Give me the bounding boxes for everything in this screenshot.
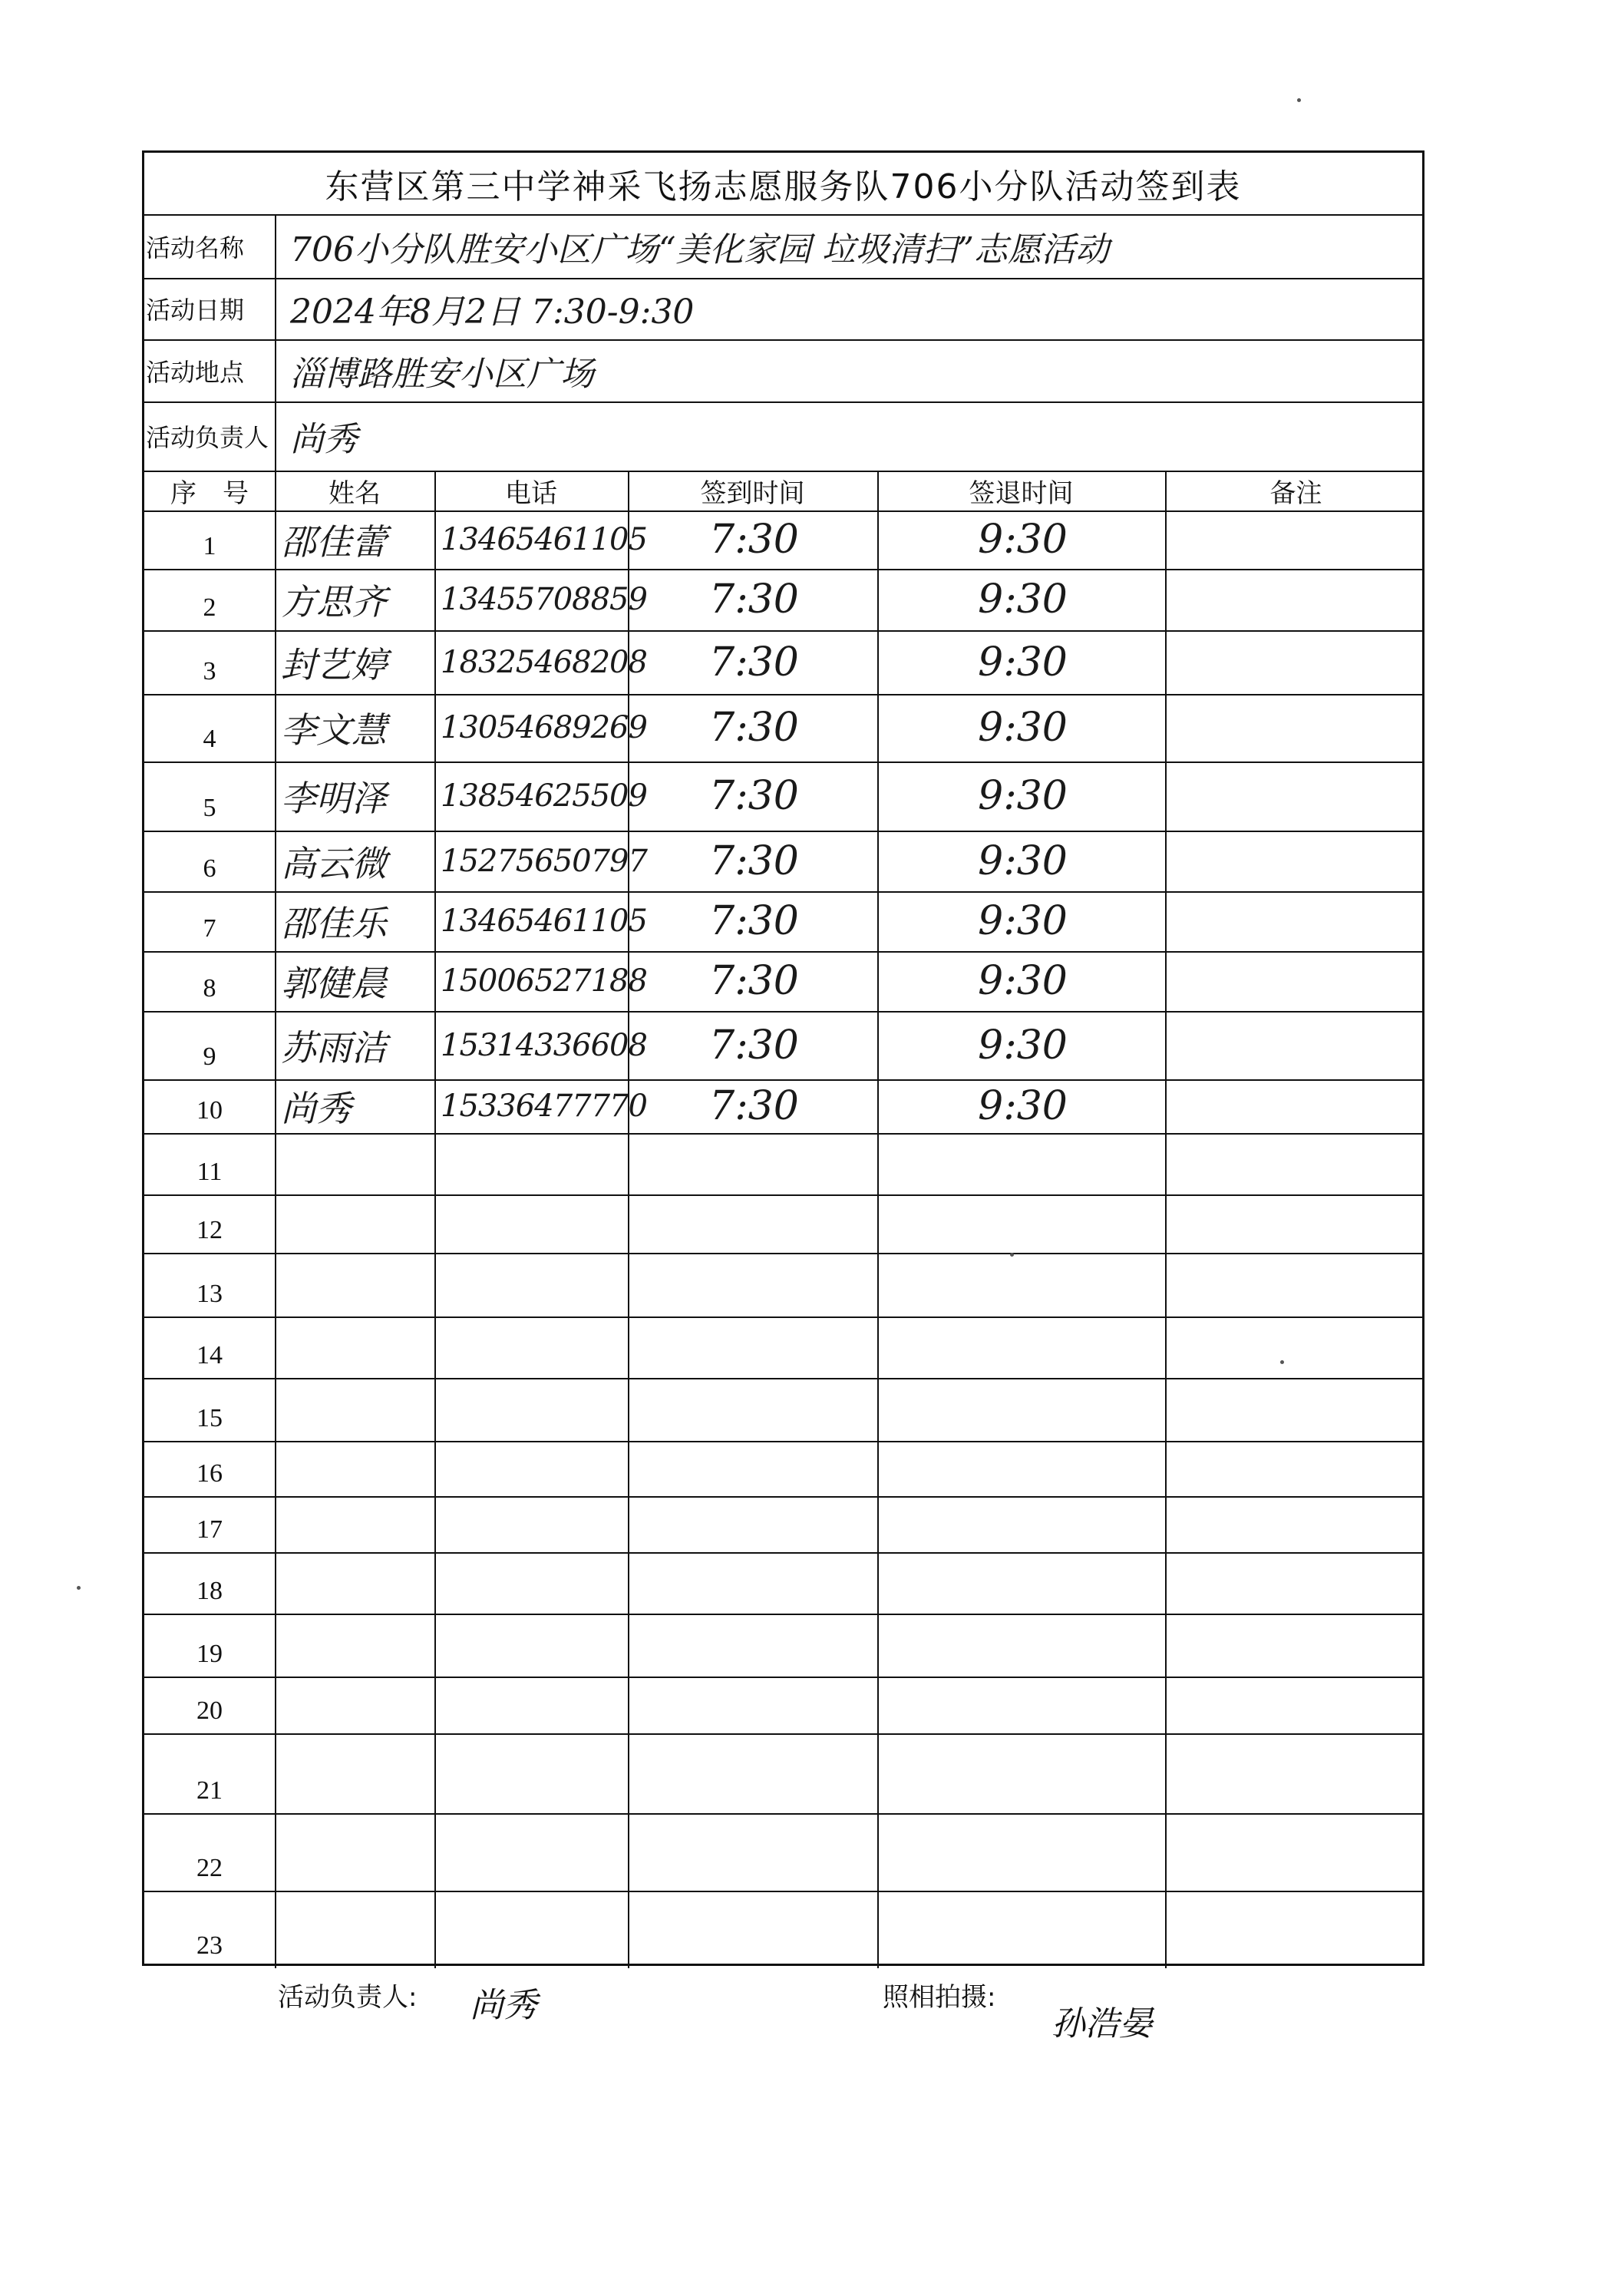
- cell-name: [281, 1891, 431, 1968]
- cell-name: [281, 1133, 431, 1194]
- cell-name: 郭健晨: [281, 963, 387, 1004]
- cell-checkout: [883, 1496, 1162, 1552]
- header-phone: 电话: [505, 477, 557, 509]
- footer-photo-signature: 孙浩晏: [1051, 2004, 1153, 2043]
- footer-leader-signature: 尚秀: [470, 1986, 537, 2025]
- cell-name: [281, 1378, 431, 1441]
- cell-name: 尚秀: [281, 1088, 352, 1129]
- cell-name: 方思齐: [281, 581, 387, 623]
- row-seq: 20: [196, 1696, 223, 1725]
- sign-in-sheet: [142, 150, 1424, 1966]
- cell-checkout: 9:30: [978, 576, 1068, 623]
- activity-place-value: 淄博路胜安小区广场: [290, 354, 594, 394]
- cell-checkout: [883, 1733, 1162, 1813]
- cell-phone: [441, 1496, 625, 1552]
- cell-name: 邵佳蕾: [281, 521, 387, 563]
- footer-photo-label: 照相拍摄:: [883, 1982, 996, 2013]
- cell-phone: 15006527188: [441, 963, 647, 999]
- cell-checkout: [883, 1253, 1162, 1316]
- cell-checkin: [634, 1316, 874, 1378]
- cell-name: [281, 1614, 431, 1677]
- cell-name: [281, 1441, 431, 1496]
- row-seq: 17: [196, 1515, 223, 1544]
- cell-checkout: [883, 1614, 1162, 1677]
- cell-phone: 13054689269: [441, 710, 647, 745]
- cell-name: [281, 1496, 431, 1552]
- cell-name: [281, 1194, 431, 1253]
- sheet-title: 东营区第三中学神采飞扬志愿服务队706小分队活动签到表: [325, 167, 1242, 206]
- activity-leader-label: 活动负责人: [146, 423, 269, 452]
- row-seq: 8: [203, 974, 216, 1003]
- scan-speck: [1280, 1360, 1284, 1364]
- activity-name-value: 706小分队胜安小区广场“美化家园 垃圾清扫”志愿活动: [290, 230, 1109, 269]
- cell-phone: [441, 1253, 625, 1316]
- cell-phone: 13465461105: [441, 904, 647, 939]
- cell-checkin: 7:30: [709, 898, 799, 944]
- row-seq: 21: [196, 1776, 223, 1805]
- cell-checkout: [883, 1378, 1162, 1441]
- cell-name: 苏雨洁: [281, 1026, 387, 1069]
- cell-phone: 15275650797: [441, 843, 647, 879]
- cell-checkout: 9:30: [978, 1022, 1068, 1069]
- cell-checkin: [634, 1813, 874, 1891]
- cell-phone: [441, 1677, 625, 1733]
- cell-checkin: [634, 1133, 874, 1194]
- cell-checkout: [883, 1316, 1162, 1378]
- cell-checkout: 9:30: [978, 705, 1068, 751]
- cell-checkin: [634, 1614, 874, 1677]
- cell-phone: [441, 1733, 625, 1813]
- row-seq: 16: [196, 1459, 223, 1488]
- divider: [275, 214, 276, 471]
- cell-checkout: [883, 1677, 1162, 1733]
- footer-leader-label: 活动负责人:: [278, 1982, 418, 2013]
- activity-place-label: 活动地点: [146, 357, 245, 387]
- cell-checkin: 7:30: [709, 773, 799, 819]
- cell-checkout: 9:30: [978, 517, 1068, 563]
- cell-checkin: [634, 1677, 874, 1733]
- row-seq: 3: [203, 657, 216, 685]
- cell-checkin: [634, 1496, 874, 1552]
- cell-name: 邵佳乐: [281, 903, 387, 944]
- activity-date-value: 2024年8月2日 7:30-9:30: [290, 292, 695, 332]
- row-seq: 15: [196, 1404, 223, 1432]
- row-seq: 7: [203, 914, 216, 943]
- cell-name: [281, 1733, 431, 1813]
- cell-phone: 18325468208: [441, 644, 647, 680]
- cell-phone: 13854625509: [441, 778, 647, 814]
- cell-phone: [441, 1133, 625, 1194]
- cell-phone: [441, 1891, 625, 1968]
- cell-name: 李明泽: [281, 778, 387, 819]
- cell-checkin: [634, 1194, 874, 1253]
- cell-checkout: 9:30: [978, 639, 1068, 685]
- cell-checkout: [883, 1813, 1162, 1891]
- cell-phone: 15314336608: [441, 1027, 647, 1063]
- header-checkout: 签退时间: [969, 477, 1074, 509]
- cell-phone: [441, 1194, 625, 1253]
- header-name: 姓名: [328, 477, 381, 509]
- row-seq: 1: [203, 532, 216, 560]
- cell-checkin: 7:30: [709, 958, 799, 1004]
- cell-checkin: 7:30: [709, 1022, 799, 1069]
- row-seq: 13: [196, 1280, 223, 1308]
- row-seq: 23: [196, 1931, 223, 1960]
- cell-checkout: 9:30: [978, 958, 1068, 1004]
- cell-checkin: [634, 1552, 874, 1614]
- row-seq: 2: [203, 593, 216, 622]
- row-seq: 14: [196, 1341, 223, 1369]
- cell-checkin: 7:30: [709, 576, 799, 623]
- row-seq: 11: [196, 1158, 223, 1186]
- row-seq: 5: [203, 794, 216, 822]
- cell-checkout: 9:30: [978, 1083, 1068, 1129]
- cell-phone: [441, 1552, 625, 1614]
- scan-speck: [1010, 1253, 1014, 1257]
- activity-date-label: 活动日期: [146, 296, 245, 325]
- cell-name: [281, 1316, 431, 1378]
- cell-checkout: [883, 1133, 1162, 1194]
- cell-phone: [441, 1441, 625, 1496]
- cell-phone: 13455708859: [441, 582, 647, 617]
- cell-checkin: [634, 1253, 874, 1316]
- cell-checkout: [883, 1441, 1162, 1496]
- cell-phone: [441, 1813, 625, 1891]
- cell-phone: [441, 1316, 625, 1378]
- cell-name: 高云微: [281, 842, 387, 884]
- activity-leader-value: 尚秀: [290, 420, 358, 459]
- cell-checkin: [634, 1441, 874, 1496]
- cell-name: [281, 1677, 431, 1733]
- row-seq: 12: [196, 1216, 223, 1244]
- row-seq: 22: [196, 1854, 223, 1882]
- cell-checkin: [634, 1891, 874, 1968]
- cell-checkout: [883, 1891, 1162, 1968]
- cell-checkin: 7:30: [709, 517, 799, 563]
- cell-name: 封艺婷: [281, 643, 387, 685]
- row-seq: 4: [203, 725, 216, 753]
- cell-checkin: 7:30: [709, 639, 799, 685]
- row-seq: 18: [196, 1577, 223, 1605]
- cell-checkout: 9:30: [978, 773, 1068, 819]
- cell-phone: [441, 1378, 625, 1441]
- cell-checkout: 9:30: [978, 837, 1068, 884]
- header-checkin: 签到时间: [700, 477, 805, 509]
- row-seq: 6: [203, 854, 216, 883]
- cell-name: [281, 1253, 431, 1316]
- row-seq: 10: [196, 1096, 223, 1125]
- cell-name: 李文慧: [281, 709, 387, 751]
- cell-checkin: 7:30: [709, 1083, 799, 1129]
- cell-name: [281, 1813, 431, 1891]
- cell-checkin: 7:30: [709, 705, 799, 751]
- cell-checkout: [883, 1552, 1162, 1614]
- cell-checkout: 9:30: [978, 898, 1068, 944]
- row-seq: 19: [196, 1640, 223, 1668]
- header-seq: 序 号: [170, 477, 249, 509]
- header-remark: 备注: [1269, 477, 1322, 509]
- cell-phone: 13465461105: [441, 522, 647, 557]
- cell-checkin: [634, 1733, 874, 1813]
- cell-checkin: [634, 1378, 874, 1441]
- cell-checkin: 7:30: [709, 837, 799, 884]
- cell-phone: 15336477770: [441, 1089, 647, 1124]
- cell-phone: [441, 1614, 625, 1677]
- cell-name: [281, 1552, 431, 1614]
- scan-speck: [1297, 98, 1301, 102]
- activity-name-label: 活动名称: [146, 233, 245, 263]
- cell-checkout: [883, 1194, 1162, 1253]
- row-seq: 9: [203, 1042, 216, 1071]
- scan-speck: [77, 1586, 81, 1590]
